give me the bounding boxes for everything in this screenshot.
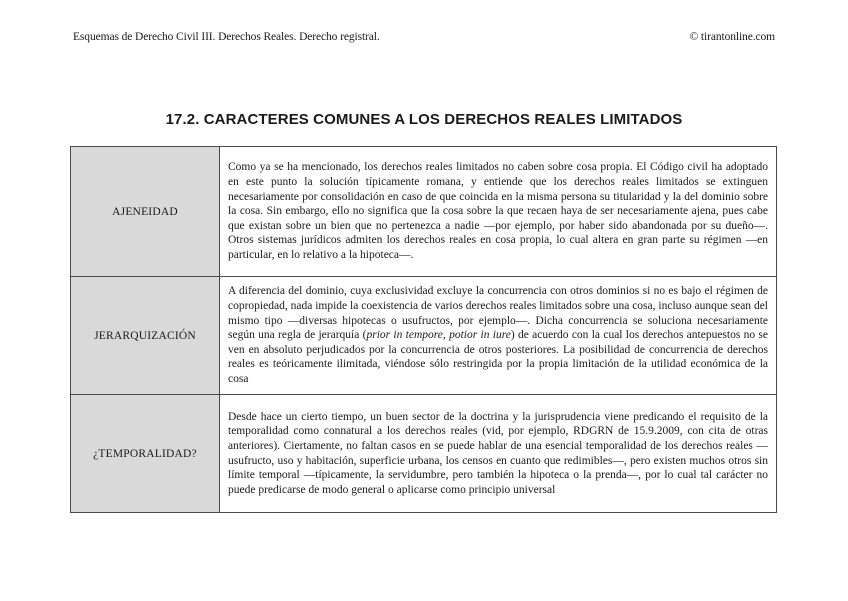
section-title: 17.2. CARACTERES COMUNES A LOS DERECHOS REALES LIMITADOS [165,111,683,128]
row-label: AJENEIDAD [71,147,220,277]
row-label: JERARQUIZACIÓN [71,277,220,395]
latin-maxim: prior in tempore, potior in iure [366,329,511,342]
page-header [73,31,775,43]
table-row [71,147,777,277]
row-description-part: ) de acuerdo con la cual los derechos antepuestos no se ven en absoluto perjudicados por la concurrencia de otros posteriores. La posibilidad de concurrencia de derechos reales es teóricamente ilimitada, viéndose sólo restringida por la propia limitación de la utilidad económica de la cosa [228,329,769,385]
header-copyright: © tirantonline.com [689,31,775,43]
row-description: Desde hace un cierto tiempo, un buen sector de la doctrina y la jurisprudencia viene predicando el requisito de la temporalidad como connatural a los derechos reales (vid, por ejemplo, RDGRN de 15.9.2009, con cita de otras anteriores). Ciertamente, no faltan casos en se puede hablar de una esencial temporalidad de los derechos reales —usufructo, uso y habitación, superficie urbana, los censos en cuanto que redimibles—, pero existen muchos otros sin límite temporal —típicamente, la servidumbre, pero también la hipoteca o la prenda—, por lo cual tal carácter no puede predicarse de modo general o aplicarse como principio universal [220,395,777,513]
table-row [71,395,777,513]
table-row [71,277,777,395]
row-label: ¿TEMPORALIDAD? [71,395,220,513]
header-book-title: Esquemas de Derecho Civil III. Derechos Reales. Derecho registral. [73,31,380,43]
characteristics-table [70,146,777,513]
row-description-part: A diferencia del dominio, cuya exclusividad excluye la concurrencia con otros dominios si no es bajo el régimen de copropiedad, nada impide la coexistencia de varios derechos reales limitados sobre una cosa, incluso aunque sean del mismo tipo —diversas hipotecas o usufructos, por ejemplo—. Dicha concurrencia se soluciona necesariamente según una regla de jerarquía ( [228,285,768,342]
row-description [220,277,777,395]
row-description: Como ya se ha mencionado, los derechos reales limitados no caben sobre cosa propia. El Código civil ha adoptado en este punto la solución típicamente romana, y entiende que los derechos reales limitados se extinguen necesariamente por consolidación en caso de que coincida en la misma persona su titularidad y la del dominio sobre la cosa. Sin embargo, ello no significa que la cosa sobre la que recaen haya de ser necesariamente ajena, pues cabe que existan sobre un bien que no pertenezca a nadie —por ejemplo, por haber sido abandonada por su dueño—. Otros sistemas jurídicos admiten los derechos reales en cosa propia, lo cual altera en gran parte su régimen —en particular, en lo relativo a la hipoteca—. [220,147,777,277]
